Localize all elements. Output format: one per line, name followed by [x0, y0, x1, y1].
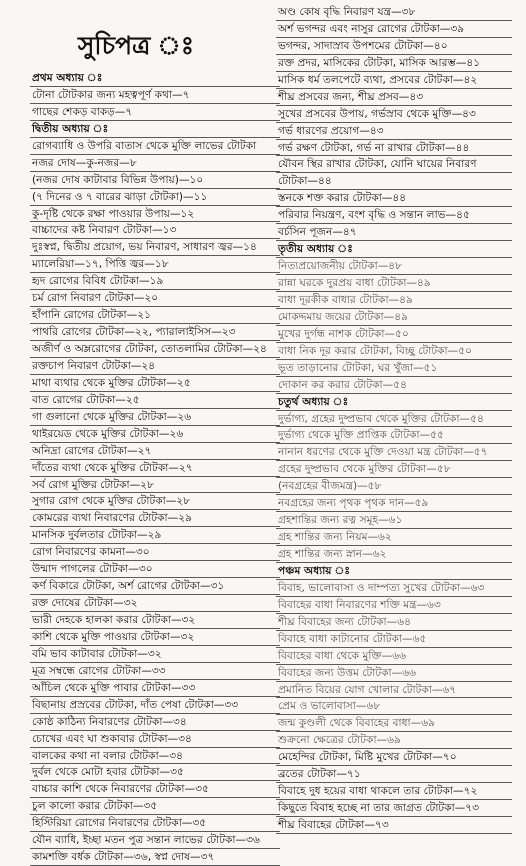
- contents-entry: গ্রহের দুষ্প্রভাব থেকে মুক্তির টোটকা—৫৮: [276, 461, 512, 478]
- contents-entry: মাসিক ধর্ম তলপেটে ব্যথা, প্রসবের টোটকা—৪২: [276, 72, 512, 89]
- contents-entry: কর্ণ বিকারে টোটকা, অর্শ রোগের টোটকা—৩১: [30, 578, 280, 595]
- contents-entry: বিবাহে দুধ হয়ের বাধা থাকলে তার টোটকা—৭২: [276, 783, 512, 800]
- contents-entry: যৌন ব্যাধি, ইচ্ছা মতন পুত্র সন্তান লাভের টোটকা—৩৬: [30, 832, 280, 849]
- contents-entry: বিবাহ, ভালোবাসা ও দাম্পত্য সুখের টোটকা—৬৩: [276, 580, 512, 597]
- contents-entry: বাধা নিক দূর করার টোটকা, বিচ্ছু টোটকা—৫০: [276, 343, 512, 360]
- contents-entry: চর্ম রোগ নিবারণ টোটকা—২০: [30, 290, 280, 307]
- contents-entry: ভগন্দর, সাদাস্রাব উপশমের টোটকা—৪০: [276, 38, 512, 55]
- contents-entry: গা গুলানো থেকে মুক্তির টোটকা—২৬: [30, 409, 280, 426]
- contents-entry: বিবাহের জন্য উত্তম টোটকা—৬৬: [276, 665, 512, 682]
- contents-entry: সুগার রোগ থেকে মুক্তির টোটকা—২৮: [30, 493, 280, 510]
- contents-entry: সুখের প্রসবের উপায়, গর্ভস্রাব থেকে মুক্তি—৪৩: [276, 106, 512, 123]
- contents-left-column: [30, 70, 280, 866]
- contents-entry: পাথরি রোগের টোটকা—২২, প্যারালাইসিস—২৩: [30, 324, 280, 341]
- contents-entry: কু-দৃষ্টি থেকে রক্ষা পাওয়ার উপায়—১২: [30, 206, 280, 223]
- contents-entry: বাচ্চাদের কষ্ট নিবারণ টোটকা—১৩: [30, 222, 280, 239]
- contents-entry: গর্ভ ধারণের প্রয়োগ—৪৩: [276, 123, 512, 140]
- contents-entry: বিবাহের বাধা থেকে মুক্তি—৬৬: [276, 648, 512, 665]
- contents-entry: ভারী দেহকে হালকা করার টোটকা—৩২: [30, 612, 280, 629]
- contents-entry: প্রমানিত বিয়ের যোগ খোলার টোটকা—৬৭: [276, 682, 512, 699]
- contents-entry: ব্রতের টোটকা—৭১: [276, 766, 512, 783]
- contents-entry: দুর্ভাগ্য, গ্রহের দুষ্প্রভাব থেকে মুক্তির টোটকা—৫৪: [276, 411, 512, 428]
- contents-entry: সর্ব রোগ মুক্তির টোটকা—২৮: [30, 477, 280, 494]
- contents-entry: অণ্ড কোষ বৃদ্ধি নিবারণ যন্ত্র—৩৮: [276, 4, 512, 21]
- page-title: সুচিপত্র ঃ: [77, 31, 195, 60]
- contents-entry: বাচ্চার কাশি থেকে নিবারণের টোটকা—৩৫: [30, 781, 280, 798]
- contents-entry: মোকদ্দমায় জয়ের টোটকা—৪৯: [276, 309, 512, 326]
- contents-entry: (নজর দোষ কাটাবার বিভিন্ন উপায়)—১০: [30, 172, 280, 189]
- contents-entry: হাঁপানি রোগের টোটকা—২১: [30, 307, 280, 324]
- contents-entry: কোমরের ব্যথা নিবারণের টোটকা—২৯: [30, 510, 280, 527]
- contents-entry: অনিদ্রা রোগের টোটকা—২৭: [30, 443, 280, 460]
- contents-entry: চুল কালো করার টোটকা—৩৫: [30, 798, 280, 815]
- contents-entry: মুখের দুর্গন্ধ নাশক টোটকা—৫০: [276, 326, 512, 343]
- contents-entry: বৰ্চসিন পূজন—৪৭: [276, 224, 512, 241]
- contents-entry: মূত্র সম্বন্ধে রোগের টোটকা—৩৩: [30, 663, 280, 680]
- chapter-heading: পঞ্চম অধ্যায় ঃ: [276, 563, 512, 580]
- contents-entry: গ্রহশান্তির জন্য রত্ন সমূহ—৬১: [276, 512, 512, 529]
- contents-entry: স্তনকে শক্ত করার টোটকা—৪৪: [276, 190, 512, 207]
- contents-entry: শীঘ্র বিবাহের টোটকা—৭৩: [276, 817, 512, 834]
- contents-entry: কামশক্তি বর্ধক টোটকা—৩৬, স্বপ্ন দোষ—৩৭: [30, 849, 280, 866]
- contents-entry: রোগব্যাধি ও উপরি বাতাস থেকে মুক্তি লাভের টোটকা: [30, 138, 280, 155]
- contents-entry: দাঁতের ব্যথা থেকে মুক্তির টোটকা—২৭: [30, 460, 280, 477]
- contents-entry: হৃদ রোগের বিবিধ টোটকা—১৯: [30, 273, 280, 290]
- contents-entry: পরিবার নিয়ন্ত্রণ, বংশ বৃদ্ধি ও সন্তান লাভ—৪৫: [276, 207, 512, 224]
- contents-entry: বাধা দূরকীক বাধার টোটকা—৪৯: [276, 292, 512, 309]
- contents-entry: অর্শ ভগন্দর এবং নাসুর রোগের টোটকা—৩৯: [276, 21, 512, 38]
- contents-entry: শীঘ্র প্রসবের জন্য, শীঘ্র প্রসব—৪৩: [276, 89, 512, 106]
- contents-entry: টোনা টোটকার জন্য মহত্বপূর্ণ কথা—৭: [30, 87, 280, 104]
- contents-entry: শীঘ্র বিবাহের জন্য টোটকা—৬৪: [276, 614, 512, 631]
- contents-entry: নানান ধরণের থেকে মুক্তি দেওয়া মন্ত্র টোটকা—৫৭: [276, 444, 512, 461]
- contents-entry: অজীর্ণ ও অম্লরোগের টোটকা, তোতলামির টোটকা—২৪: [30, 341, 280, 358]
- chapter-heading: প্রথম অধ্যায় ঃ: [30, 70, 280, 87]
- contents-entry: গর্ভ রক্ষণ টোটকা, গর্ভ না রাখার টোটকা—৪৪: [276, 140, 512, 157]
- contents-entry: আঁচিল থেকে মুক্তি পাবার টোটকা—৩৩: [30, 680, 280, 697]
- contents-entry: রক্ত দোষের টোটকা—৩২: [30, 595, 280, 612]
- contents-entry: কিছুতে বিবাহ হচ্ছে না তার জাগ্রত টোটকা—৭৩: [276, 800, 512, 817]
- contents-entry: কোষ্ঠ কাঠিন্য নিবারণের টোটকা—৩৪: [30, 714, 280, 731]
- contents-entry: রক্তচাপ নিবারণ টোটকা—২৪: [30, 358, 280, 375]
- contents-entry: প্রেম ও ভালোবাসা—৬৮: [276, 698, 512, 715]
- contents-entry: ম্যালেরিয়া—১৭, পিত্তি জ্বর—১৮: [30, 256, 280, 273]
- contents-entry: হিস্টিরিয়া রোগের নিবারণের টোটকা—৩৫: [30, 815, 280, 832]
- contents-entry: নবগ্রহের জন্য পৃথক পৃথক দান—৫৯: [276, 495, 512, 512]
- contents-entry: নিত্যপ্রয়োজনীয় টোটকা—৪৮: [276, 258, 512, 275]
- contents-entry: বমি ভাব কাটাবার টোটকা—৩২: [30, 646, 280, 663]
- contents-right-column: [276, 4, 512, 834]
- contents-entry: রোগ নিবারণের কামনা—৩০: [30, 544, 280, 561]
- contents-entry: নজর দোষ—কু-নজর—৮: [30, 155, 280, 172]
- contents-entry: ভূত তাড়ানোর টোটকা, ঘর খুঁজা—৫১: [276, 360, 512, 377]
- chapter-heading: তৃতীয় অধ্যায় ঃ: [276, 241, 512, 258]
- contents-entry: (নবগ্রহের বীজমন্ত্র)—৫৮: [276, 478, 512, 495]
- contents-entry: গ্রহ শান্তির জন্য স্নান—৬২: [276, 546, 512, 563]
- contents-entry: শুক্রনো ক্ষেত্রের টোটকা—৬৯: [276, 732, 512, 749]
- contents-entry: গাছের শেকড় বাকড়—৭: [30, 104, 280, 121]
- contents-entry: বাত রোগের টোটকা—২৫: [30, 392, 280, 409]
- contents-entry: বিবাহের বাধা নিবারণের শক্তি মন্ত্র—৬৩: [276, 597, 512, 614]
- contents-entry: চোখের এবং ঘা শুকাবার টোটকা—৩৪: [30, 731, 280, 748]
- chapter-heading: দ্বিতীয় অধ্যায় ঃ: [30, 121, 280, 138]
- contents-entry: কাশি থেকে মুক্তি পাওয়ার টোটকা—৩২: [30, 629, 280, 646]
- chapter-heading: চতুর্থ অধ্যায় ঃ: [276, 394, 512, 411]
- contents-entry: দুঃস্বপ্ন, দ্বিতীয় প্রয়োগ, ভয় নিবারণ, সাধারণ জ্বর—১৪: [30, 239, 280, 256]
- contents-entry: উন্মাদ পাগলের টোটকা—৩০: [30, 561, 280, 578]
- contents-entry: মেহেন্দির টোটকা, মিষ্টি মুখের টোটকা—৭০: [276, 749, 512, 766]
- contents-entry: দোকান কর করার টোটকা—৫৪: [276, 377, 512, 394]
- contents-entry: যৌবন স্থির রাখার টোটকা, যোনি ঘায়ের নিবারণ: [276, 156, 512, 173]
- contents-entry: বিবাহে বাধা কাটানোর টোটকা—৬৫: [276, 631, 512, 648]
- contents-entry: মাথা ব্যথার থেকে মুক্তির টোটকা—২৫: [30, 375, 280, 392]
- contents-entry: থাইরয়েড থেকে মুক্তির টোটকা—২৬: [30, 426, 280, 443]
- contents-entry: (৭ দিনের ও ৭ বারের ঝাড়া টোটকা)—১১: [30, 189, 280, 206]
- contents-entry: রক্ত প্রদর, মাসিকের টোটকা, মাসিক আরম্ভ—৪১: [276, 55, 512, 72]
- contents-entry: মানসিক দুর্বলতার টোটকা—২৯: [30, 527, 280, 544]
- contents-entry: গ্রহ শান্তির জন্য নিয়ম—৬২: [276, 529, 512, 546]
- contents-entry: বিছানায় প্রস্রবের টোটকা, দাঁত পেষা টোটকা—৩৩: [30, 697, 280, 714]
- contents-entry: দুর্ভাগ্য থেকে মুক্তি প্রাপ্তিক টোটকা—৫৫: [276, 427, 512, 444]
- contents-entry: জন্ম কুণ্ডলী থেকে বিবাহের বাধা—৬৯: [276, 715, 512, 732]
- contents-entry: বালকের কথা না বলার টোটকা—৩৪: [30, 748, 280, 765]
- contents-entry: দুর্বল থেকে মোটা হবার টোটকা—৩৫: [30, 764, 280, 781]
- contents-entry: টোটকা—৪৪: [276, 173, 512, 190]
- contents-entry: রান্না ঘরকে দুরপ্রয় বাধা টোটকা—৪৯: [276, 275, 512, 292]
